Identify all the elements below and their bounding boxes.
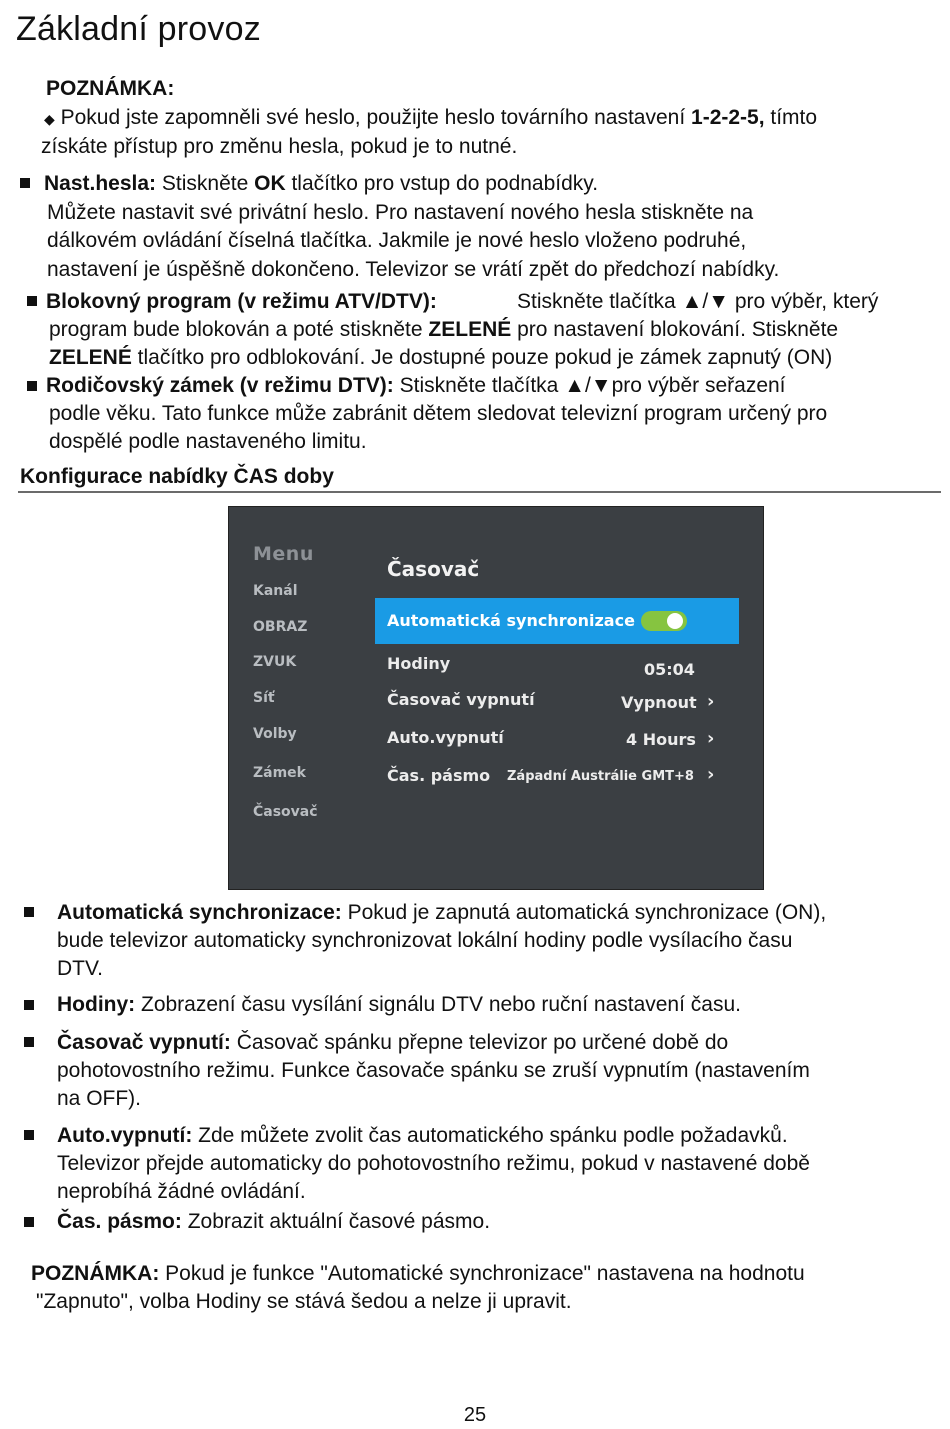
casovac-desc-line1: Časovač vypnutí: Časovač spánku přepne televizor po určené době do xyxy=(57,1031,729,1054)
nast-hesla-line4: nastavení je úspěšně dokončeno. Televizor se vrátí zpět do předchozí nabídky. xyxy=(47,258,780,281)
auto-sync-toggle[interactable] xyxy=(641,611,687,631)
tv-menu-screenshot xyxy=(228,506,764,890)
menu-item-zvuk[interactable]: ZVUK xyxy=(253,654,297,670)
square-bullet-icon xyxy=(24,1130,34,1140)
blok-line1-text: Stiskněte tlačítka ▲/▼ pro výběr, který xyxy=(517,290,879,313)
auto-sync-desc-line3: DTV. xyxy=(57,957,103,980)
blok-line2: program bude blokován a poté stiskněte ZELENÉ pro nastavení blokování. Stiskněte xyxy=(49,318,839,341)
cas-pasmo-label[interactable]: Čas. pásmo xyxy=(387,766,491,785)
menu-item-kanal[interactable]: Kanál xyxy=(253,583,298,599)
chevron-right-icon[interactable]: › xyxy=(707,691,715,712)
page-number: 25 xyxy=(463,1404,487,1426)
nast-hesla-line2: Můžete nastavit své privátní heslo. Pro nastavení nového hesla stiskněte na xyxy=(47,201,754,224)
square-bullet-icon xyxy=(24,1000,34,1010)
casovac-vypnuti-label[interactable]: Časovač vypnutí xyxy=(387,690,535,709)
auto-sync-row[interactable] xyxy=(375,598,739,644)
menu-item-zamek[interactable]: Zámek xyxy=(253,765,306,781)
hodiny-label[interactable]: Hodiny xyxy=(387,654,451,673)
square-bullet-icon xyxy=(24,1217,34,1227)
blok-line3: ZELENÉ tlačítko pro odblokování. Je dostupné pouze pokud je zámek zapnutý (ON) xyxy=(49,346,833,369)
casovac-desc-line2: pohotovostního režimu. Funkce časovače spánku se zruší vypnutím (nastavením xyxy=(57,1059,810,1082)
section-heading: Konfigurace nabídky ČAS doby xyxy=(20,465,334,488)
casovac-desc-line3: na OFF). xyxy=(57,1087,142,1110)
chevron-right-icon[interactable]: › xyxy=(707,728,715,749)
nast-hesla-line3: dálkovém ovládání číselná tlačítka. Jakmile je nové heslo vloženo podruhé, xyxy=(47,229,747,252)
blok-label: Blokovný program (v režimu ATV/DTV): xyxy=(46,290,437,313)
menu-item-volby[interactable]: Volby xyxy=(253,726,297,742)
autovyp-desc-line3: neprobíhá žádné ovládání. xyxy=(57,1180,306,1203)
chevron-right-icon[interactable]: › xyxy=(707,764,715,785)
note2-line2: "Zapnuto", volba Hodiny se stává šedou a nelze ji upravit. xyxy=(36,1290,572,1313)
casovac-vypnuti-value: Vypnout xyxy=(621,693,697,712)
nast-hesla-line1: Nast.hesla: Stiskněte OK tlačítko pro vstup do podnabídky. xyxy=(44,172,599,195)
rodic-line1: Rodičovský zámek (v režimu DTV): Stiskněte tlačítka ▲/▼pro výběr seřazení xyxy=(46,374,786,397)
pasmo-desc: Čas. pásmo: Zobrazit aktuální časové pásmo. xyxy=(57,1210,491,1233)
panel-title: Časovač xyxy=(387,557,480,581)
diamond-bullet-icon: ◆ xyxy=(44,111,55,127)
page-title: Základní provoz xyxy=(16,10,261,48)
toggle-knob xyxy=(667,613,683,629)
square-bullet-icon xyxy=(20,178,30,188)
note-text-line1: ◆ Pokud jste zapomněli své heslo, použijte heslo továrního nastavení 1-2-2-5, tímto xyxy=(44,104,817,133)
square-bullet-icon xyxy=(24,907,34,917)
note-text-line2: získáte přístup pro změnu hesla, pokud je to nutné. xyxy=(41,135,518,158)
auto-vypnuti-value: 4 Hours xyxy=(626,730,696,749)
hodiny-value: 05:04 xyxy=(644,660,695,679)
square-bullet-icon xyxy=(27,296,37,306)
note-label: POZNÁMKA: xyxy=(46,77,175,100)
cas-pasmo-value: Západní Austrálie GMT+8 xyxy=(507,769,694,784)
rodic-line3: dospělé podle nastaveného limitu. xyxy=(49,430,367,453)
rodic-line2: podle věku. Tato funkce může zabránit dětem sledovat televizní program určený pro xyxy=(49,402,828,425)
menu-title: Menu xyxy=(253,543,314,565)
auto-vypnuti-label[interactable]: Auto.vypnutí xyxy=(387,728,504,747)
section-divider xyxy=(18,491,941,493)
menu-item-obraz[interactable]: OBRAZ xyxy=(253,619,308,635)
auto-sync-desc-line2: bude televizor automaticky synchronizovat lokální hodiny podle vysílacího času xyxy=(57,929,793,952)
auto-sync-label: Automatická synchronizace xyxy=(387,611,635,630)
auto-sync-desc-line1: Automatická synchronizace: Pokud je zapnutá automatická synchronizace (ON), xyxy=(57,901,827,924)
autovyp-desc-line2: Televizor přejde automaticky do pohotovostního režimu, pokud v nastavené době xyxy=(57,1152,810,1175)
square-bullet-icon xyxy=(24,1037,34,1047)
hodiny-desc: Hodiny: Zobrazení času vysílání signálu DTV nebo ruční nastavení času. xyxy=(57,993,741,1016)
square-bullet-icon xyxy=(27,381,37,391)
menu-item-casovac[interactable]: Časovač xyxy=(253,804,318,820)
note2-line1: POZNÁMKA: Pokud je funkce "Automatické synchronizace" nastavena na hodnotu xyxy=(31,1262,805,1285)
menu-item-sit[interactable]: Síť xyxy=(253,690,275,706)
autovyp-desc-line1: Auto.vypnutí: Zde můžete zvolit čas automatického spánku podle požadavků. xyxy=(57,1124,788,1147)
